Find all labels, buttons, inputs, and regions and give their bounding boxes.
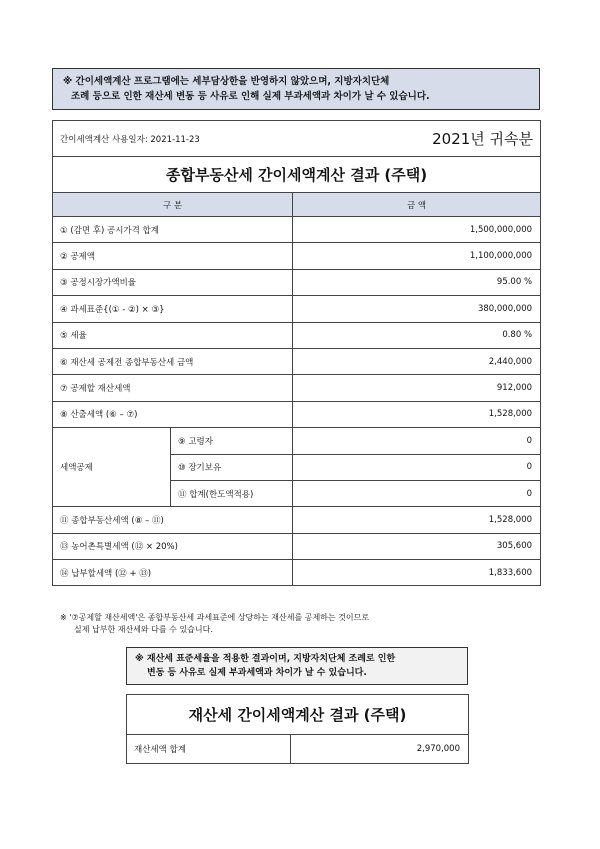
footnote [60,612,540,636]
deduction-group-label: 세액공제 [53,428,171,507]
row-label: ④ 과세표준{(① - ②) × ③} [53,296,293,322]
property-tax-label: 재산세액 합계 [127,735,291,764]
row-label: ⑪ 종합부동산세액 (⑧ – ⑪) [53,507,293,533]
property-tax-title-row [127,695,469,735]
property-tax-row [127,735,469,764]
row-amount: 1,100,000,000 [293,243,541,269]
top-notice-box [52,68,540,110]
header-row [53,193,541,217]
row-amount: 1,528,000 [293,507,541,533]
table-row [53,401,541,427]
deduction-label: ⑨ 고령자 [171,428,293,454]
row-amount: 1,500,000,000 [293,217,541,243]
main-title: 종합부동산세 간이세액계산 결과 (주택) [53,157,541,193]
row-amount: 95.00 % [293,269,541,295]
top-notice-line2: 조례 등으로 인한 재산세 변동 등 사유로 인해 실제 부과세액과 차이가 날 수 있습니다. [71,91,430,102]
table-row [53,322,541,348]
header-amount: 금 액 [293,193,541,217]
table-row [53,507,541,533]
property-tax-title: 재산세 간이세액계산 결과 (주택) [127,695,469,735]
title-row [53,157,541,193]
row-amount: 1,833,600 [293,560,541,586]
row-label: ⑤ 세율 [53,322,293,348]
row-amount: 380,000,000 [293,296,541,322]
row-label: ③ 공정시장가액비율 [53,269,293,295]
top-notice-line1: ※ 간이세액계산 프로그램에는 세부담상한을 반영하지 않았으며, 지방자치단체 [63,76,390,87]
usage-date: 간이세액계산 사용일자: 2021-11-23 [60,134,200,145]
deduction-row [53,428,541,454]
row-amount: 2,440,000 [293,348,541,374]
row-label: ⑥ 재산세 공제전 종합부동산세 금액 [53,348,293,374]
meta-row [53,121,541,157]
table-row [53,375,541,401]
row-label: ① (감면 후) 공시가격 합계 [53,217,293,243]
table-row [53,533,541,559]
table-row [53,560,541,586]
bottom-notice-line1: ※ 재산세 표준세율을 적용한 결과이며, 지방자치단체 조례로 인한 [135,654,396,664]
property-tax-amount: 2,970,000 [291,735,469,764]
table-row [53,348,541,374]
comprehensive-tax-table [52,120,541,586]
deduction-amount: 0 [293,428,541,454]
deduction-amount: 0 [293,454,541,480]
row-label: ⑦ 공제할 재산세액 [53,375,293,401]
row-amount: 912,000 [293,375,541,401]
property-tax-table [126,694,469,764]
table-row [53,217,541,243]
table-row [53,269,541,295]
deduction-amount: 0 [293,480,541,506]
bottom-notice-line2: 변동 등 사유로 실제 부과세액과 차이가 날 수 있습니다. [147,668,367,678]
table-row [53,296,541,322]
deduction-label: ⑪ 합계(한도액적용) [171,480,293,506]
bottom-notice-box [126,647,468,685]
row-label: ⑧ 산출세액 (⑥ – ⑦) [53,401,293,427]
row-label: ② 공제액 [53,243,293,269]
row-label: ⑬ 농어촌특별세액 (⑫ × 20%) [53,533,293,559]
table-row [53,243,541,269]
header-category: 구 분 [53,193,293,217]
row-amount: 1,528,000 [293,401,541,427]
deduction-label: ⑩ 장기보유 [171,454,293,480]
row-amount: 305,600 [293,533,541,559]
tax-year: 2021년 귀속분 [432,130,534,148]
row-label: ⑭ 납부할세액 (⑫ + ⑬) [53,560,293,586]
footnote-line1: ※ '⑦공제할 재산세액'은 종합부동산세 과세표준에 상당하는 재산세를 공제하는 것이므로 [60,613,370,622]
footnote-line2: 실제 납부한 재산세와 다를 수 있습니다. [74,625,213,634]
row-amount: 0.80 % [293,322,541,348]
